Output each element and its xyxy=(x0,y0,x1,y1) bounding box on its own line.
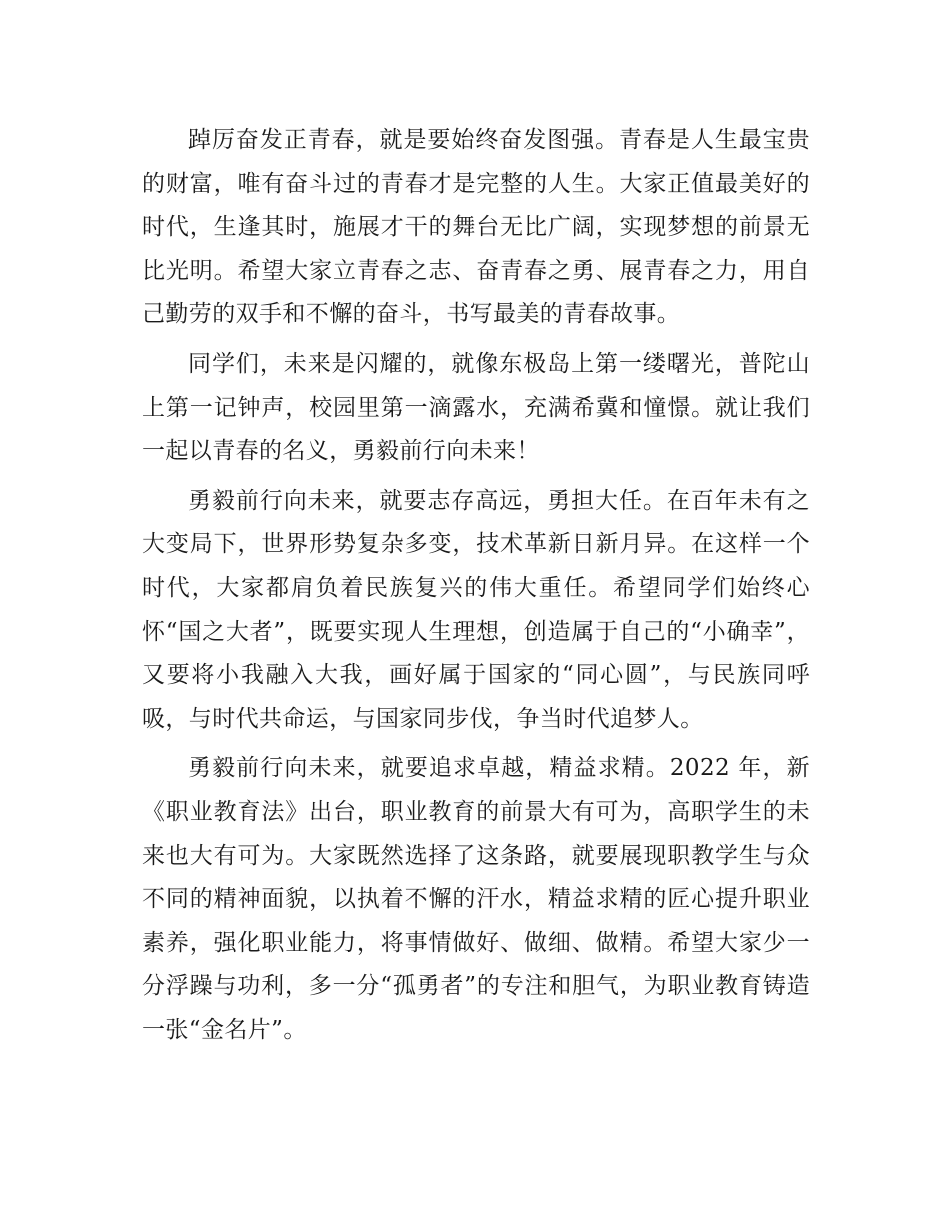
paragraph-1: 踔厉奋发正青春，就是要始终奋发图强。青春是人生最宝贵的财富，唯有奋斗过的青春才是完整的人生。大家正值最美好的时代，生逢其时，施展才干的舞台无比广阔，实现梦想的前景无比光明。希望大家立青春之志、奋青春之勇、展青春之力，用自己勤劳的双手和不懈的奋斗，书写最美的青春故事。 xyxy=(142,127,810,328)
paragraph-3: 勇毅前行向未来，就要志存高远，勇担大任。在百年未有之大变局下，世界形势复杂多变，技术革新日新月异。在这样一个时代，大家都肩负着民族复兴的伟大重任。希望同学们始终心怀“国之大者”，既要实现人生理想，创造属于自己的“小确幸”，又要将小我融入大我，画好属于国家的“同心圆”，与民族同呼吸，与时代共命运，与国家同步伐，争当时代追梦人。 xyxy=(142,487,810,732)
document-body xyxy=(142,119,810,1058)
paragraph-2: 同学们，未来是闪耀的，就像东极岛上第一缕曙光，普陀山上第一记钟声，校园里第一滴露水，充满希冀和憧憬。就让我们一起以青春的名义，勇毅前行向未来！ xyxy=(142,350,810,465)
paragraph-4: 勇毅前行向未来，就要追求卓越，精益求精。2022 年，新《职业教育法》出台，职业教育的前景大有可为，高职学生的未来也大有可为。大家既然选择了这条路，就要展现职教学生与众不同的精神面貌，以执着不懈的汗水，精益求精的匠心提升职业素养，强化职业能力，将事情做好、做细、做精。希望大家少一分浮躁与功利，多一分“孤勇者”的专注和胆气，为职业教育铸造一张“金名片”。 xyxy=(142,755,810,1043)
